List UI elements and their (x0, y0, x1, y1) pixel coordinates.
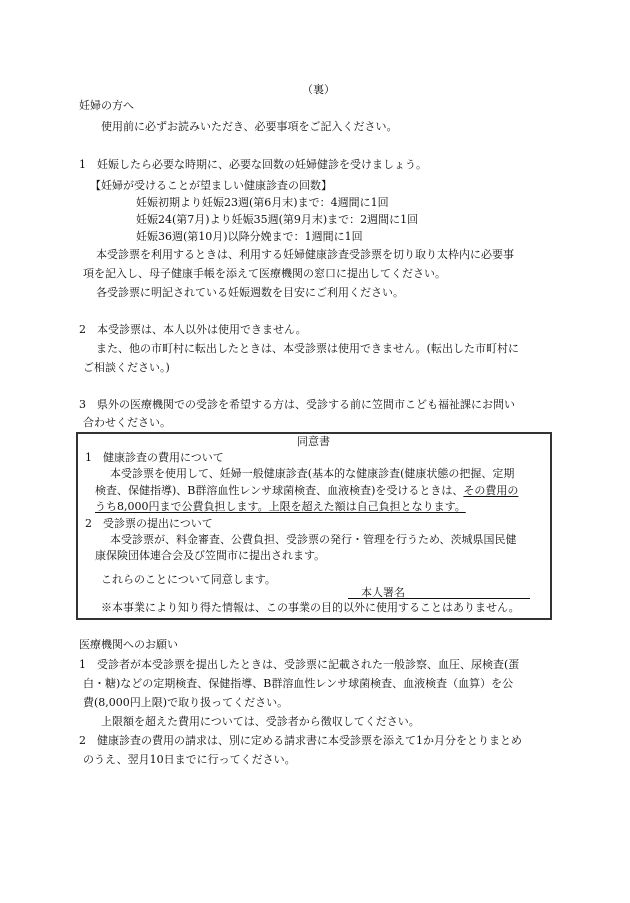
section2-line: ご相談ください。) (83, 361, 170, 374)
public-burden-underlined-text: その費用の (463, 484, 519, 497)
medical-item2-line: のうえ、翌月10日までに行ってください。 (83, 753, 296, 766)
section1-paragraph-line: 項を記入し、母子健康手帳を添えて医療機関の窓口に提出してください。 (83, 267, 446, 280)
schedule-item: 妊娠初期より妊娠23週(第6月末)まで：4週間に1回 (136, 196, 389, 209)
section1-heading: 1 妊娠したら必要な時期に、必要な回数の妊婦健診を受けましょう。 (79, 158, 427, 171)
medical-item2-line: 2 健康診査の費用の請求は、別に定める請求書に本受診票を添えて1か月分をとりまとめ (79, 734, 522, 747)
section1-paragraph-line: 各受診票に明記されている妊娠週数を目安にご利用ください。 (96, 286, 404, 299)
addressee-line: 妊婦の方へ (79, 99, 134, 112)
public-burden-underlined-text: うち8,000円まで公費負担します。上限を超えた額は自己負担となります。 (95, 500, 466, 513)
medical-item1-line: 白・糖)などの定期検査、保健指導、B群溶血性レンサ球菌検査、血液検査（血算）を公 (83, 677, 514, 690)
medical-item1-line: 費(8,000円上限)で取り扱ってください。 (83, 696, 289, 709)
consent-title: 同意書 (297, 435, 330, 448)
section1-paragraph-line: 本受診票を利用するときは、利用する妊婦健康診査受診票を切り取り太枠内に必要事 (96, 248, 514, 261)
section1-subheading: 【妊婦が受けることが望ましい健康診査の回数】 (90, 179, 332, 192)
section3-line: 3 県外の医療機関での受診を希望する方は、受診する前に笠間市こども福祉課にお問い (79, 398, 515, 411)
section2-heading: 2 本受診票は、本人以外は使用できません。 (79, 323, 307, 336)
consent-agree-line: これらのことについて同意します。 (101, 573, 276, 586)
schedule-item: 妊娠36週(第10月)以降分娩まで：1週間に1回 (136, 230, 363, 243)
signature-label: 本人署名 (361, 586, 405, 599)
medical-item1-line: 1 受診者が本受診票を提出したときは、受診票に記載された一般診察、血圧、尿検査(蛋 (79, 658, 520, 671)
consent-item1-line-text: 検査、保健指導)、B群溶血性レンサ球菌検査、血液検査)を受けるときは、 (95, 484, 464, 497)
consent-item2-heading: 2 受診票の提出について (85, 517, 213, 530)
schedule-item: 妊娠24(第7月)より妊娠35週(第9月末)まで：2週間に1回 (136, 213, 419, 226)
consent-item2-line: 康保険団体連合会及び笠間市に提出されます。 (95, 549, 326, 562)
signature-line[interactable] (348, 598, 530, 599)
section3-line: 合わせください。 (83, 416, 171, 429)
consent-item1-line (95, 484, 518, 498)
privacy-note: ※本事業により知り得た情報は、この事業の目的以外に使用することはありません。 (101, 601, 520, 614)
medical-item1-line: 上限額を超えた費用については、受診者から徴収してください。 (101, 715, 420, 728)
medical-heading: 医療機関へのお願い (79, 638, 178, 651)
instruction-line: 使用前に必ずお読みいただき、必要事項をご記入ください。 (101, 120, 398, 133)
consent-item1-heading: 1 健康診査の費用について (85, 451, 224, 464)
consent-item2-line: 本受診票が、料金審査、公費負担、受診票の発行・管理を行うため、茨城県国民健 (110, 533, 517, 546)
page-side-label: （裏） (302, 83, 335, 96)
section2-line: また、他の市町村に転出したときは、本受診票は使用できません。(転出した市町村に (96, 342, 519, 355)
consent-item1-line: 本受診票を使用して、妊婦一般健康診査(基本的な健康診査(健康状態の把握、定期 (110, 467, 515, 480)
